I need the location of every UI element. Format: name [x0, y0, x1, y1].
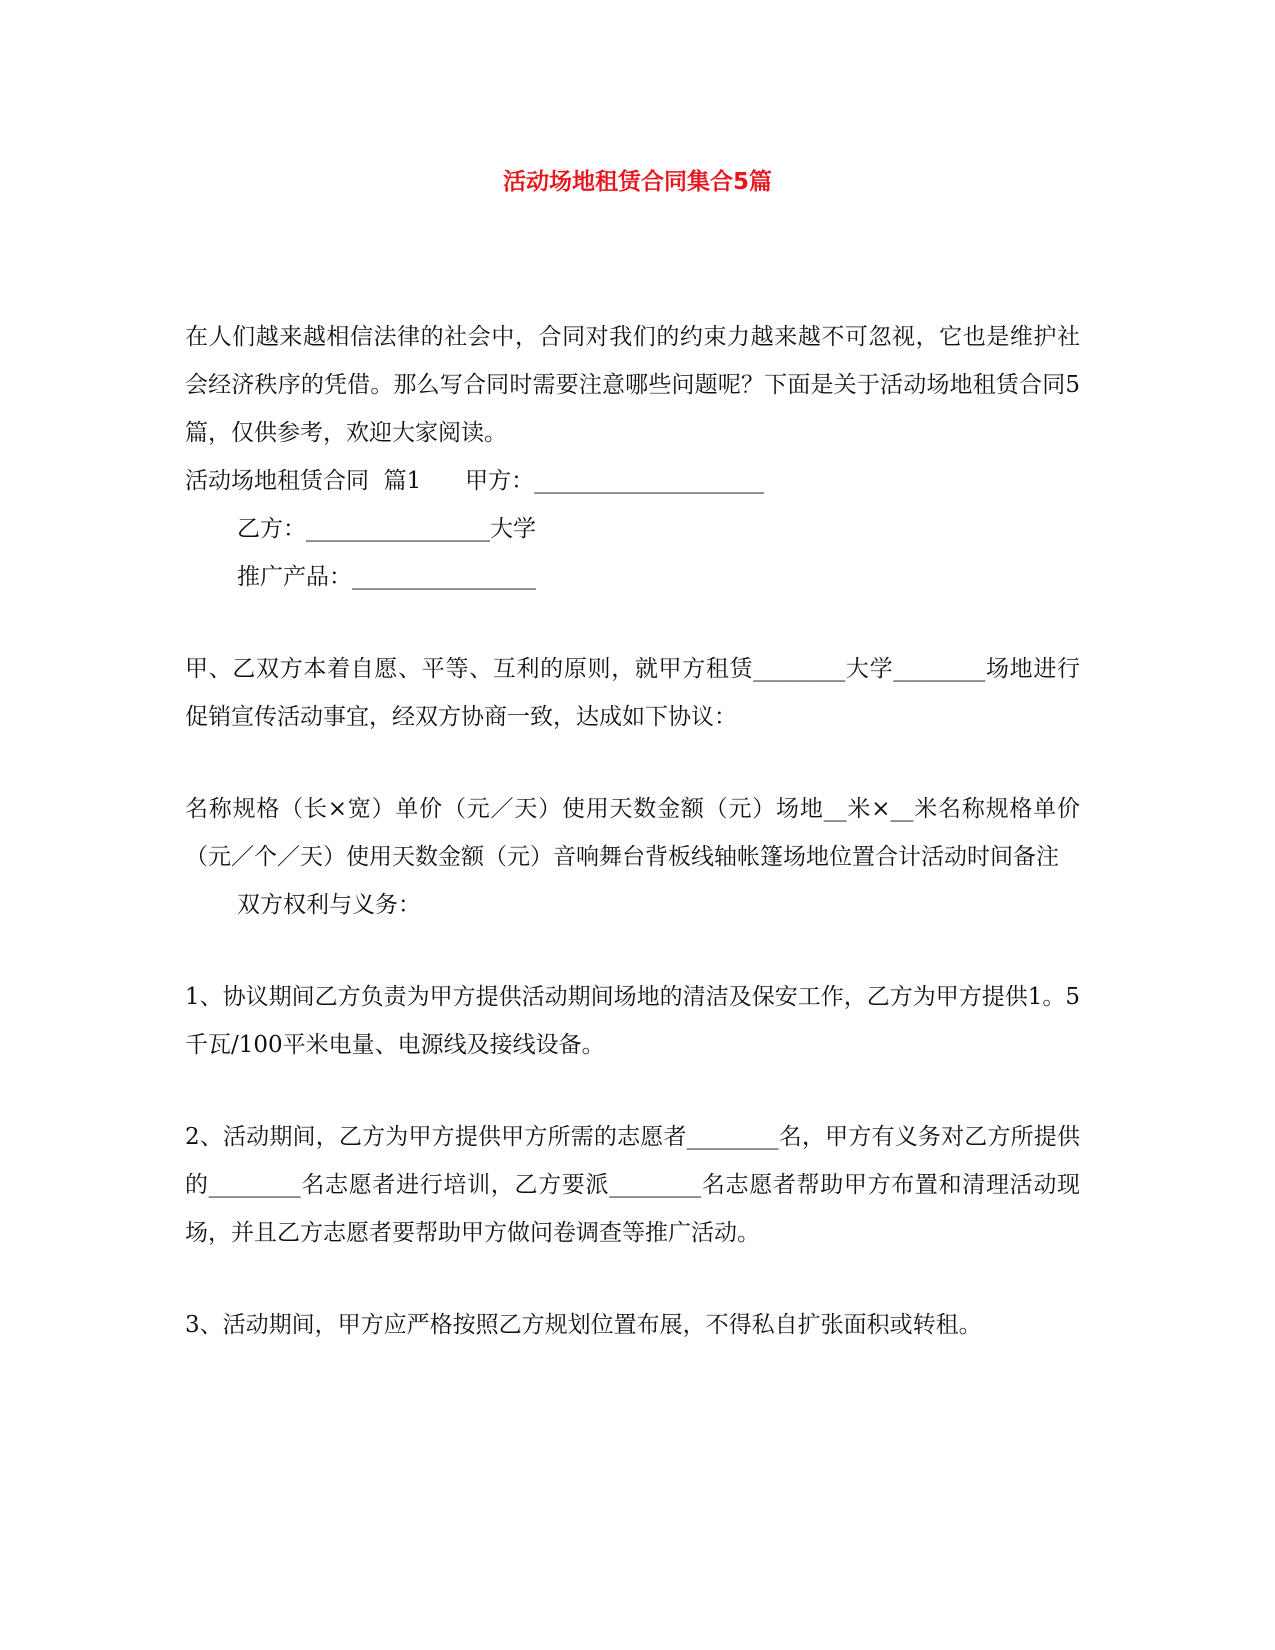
clause-3: 3、活动期间，甲方应严格按照乙方规划位置布展，不得私自扩张面积或转租。 — [185, 1312, 982, 1338]
clause-1: 1、协议期间乙方负责为甲方提供活动期间场地的清洁及保安工作，乙方为甲方提供1。5千瓦/100平米电量、电源线及接线设备。 — [185, 984, 1080, 1058]
spacer — [185, 929, 1080, 973]
spacer — [185, 1069, 1080, 1113]
spacer — [185, 601, 1080, 645]
rights-heading: 双方权利与义务： — [237, 892, 421, 918]
spacer — [185, 741, 1080, 785]
table-text-paragraph: 名称规格（长×宽）单价（元／天）使用天数金额（元）场地__米×__米名称规格单价（元／个／天）使用天数金额（元）音响舞台背板线轴帐篷场地位置合计活动时间备注 — [185, 796, 1080, 870]
agreement-paragraph: 甲、乙双方本着自愿、平等、互利的原则，就甲方租赁________大学________场地进行促销宣传活动事宜，经双方协商一致，达成如下协议： — [185, 656, 1080, 730]
clause-2: 2、活动期间，乙方为甲方提供甲方所需的志愿者________名，甲方有义务对乙方所提供的________名志愿者进行培训，乙方要派________名志愿者帮助甲方布置和清理活动现场，并且乙方志愿者要帮助甲方做问卷调查等推广活动。 — [185, 1124, 1080, 1246]
spacer — [185, 1257, 1080, 1301]
intro-paragraph: 在人们越来越相信法律的社会中，合同对我们的约束力越来越不可忽视，它也是维护社会经济秩序的凭借。那么写合同时需要注意哪些问题呢？下面是关于活动场地租赁合同5篇，仅供参考，欢迎大家阅读。 — [185, 324, 1080, 446]
party-b-line: 乙方：________________大学 — [237, 516, 536, 542]
contract-heading: 活动场地租赁合同 篇1 甲方：____________________ — [185, 468, 765, 494]
document-title: 活动场地租赁合同集合5篇 — [502, 169, 772, 195]
document-body — [185, 313, 1080, 1349]
product-line: 推广产品：________________ — [237, 564, 536, 590]
